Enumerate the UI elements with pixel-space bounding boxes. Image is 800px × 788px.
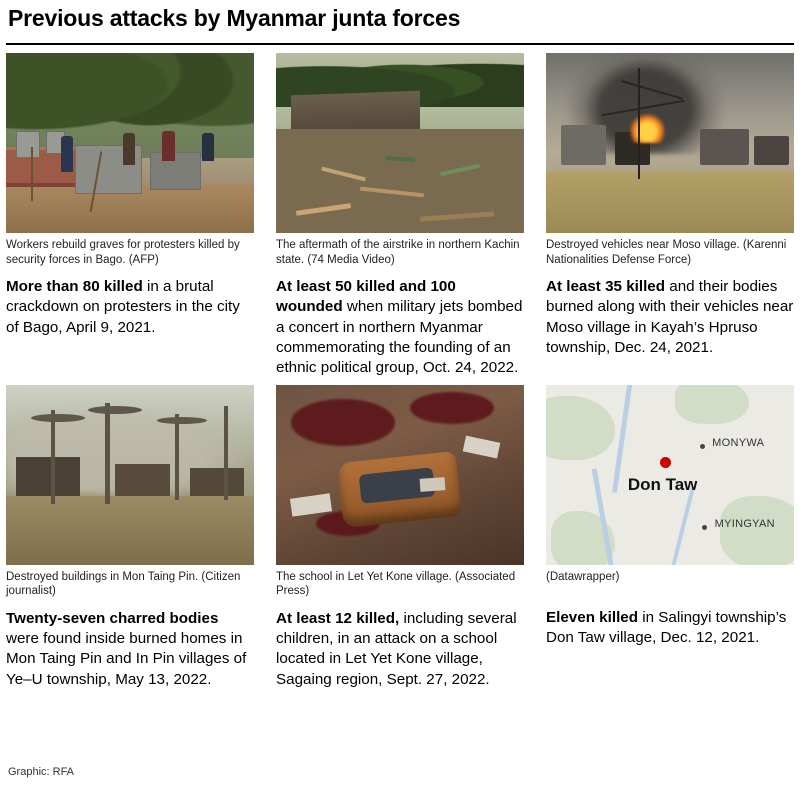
card-bago [6, 53, 254, 379]
photo-mon-taing-pin [6, 385, 254, 565]
card-row-1 [6, 53, 794, 379]
card-don-taw [546, 385, 794, 690]
map-dot-monywa [700, 444, 705, 449]
card-rest: in Salingyi township’s Don Taw village, Dec. 12, 2021. [546, 608, 787, 647]
page-title: Previous attacks by Myanmar junta forces [8, 5, 461, 31]
photo-credit: The school in Let Yet Kone village. (Associated Press) [276, 570, 516, 598]
photo-credit: The aftermath of the airstrike in northern Kachin state. (74 Media Video) [276, 239, 520, 266]
title-bar [6, 0, 794, 39]
card-rest: in a brutal crackdown on protesters in the city of Bago, April 9, 2021. [6, 278, 240, 336]
card-moso [546, 53, 794, 379]
map-label-myingyan: MYINGYAN [714, 518, 775, 531]
card-lead: More than 80 killed [6, 278, 143, 296]
photo-credit: Workers rebuild graves for protesters killed by security forces in Bago. (AFP) [6, 239, 240, 266]
title-divider [6, 43, 794, 45]
card-rest: when military jets bombed a concert in northern Myanmar commemorating the founding of an ethnic political group, Oct. 24, 2022. [276, 298, 523, 377]
photo-credit: (Datawrapper) [546, 570, 620, 583]
card-rest: and their bodies burned along with their vehicles near Moso village in Kayah’s Hpruso township, Dec. 24, 2021. [546, 278, 794, 357]
card-lead: At least 12 killed, [276, 609, 400, 627]
card-body [276, 609, 524, 690]
graphic-credit: Graphic: RFA [8, 766, 75, 778]
card-lead: At least 35 killed [546, 278, 666, 296]
card-body [276, 277, 524, 379]
photo-credit: Destroyed buildings in Mon Taing Pin. (Citizen journalist) [6, 570, 241, 598]
photo-bago-graves [6, 53, 254, 233]
card-body [546, 277, 794, 358]
photo-moso-vehicles [546, 53, 794, 233]
card-rest: including several children, in an attack on a school located in Let Yet Kone village, Sagaing region, Sept. 27, 2022. [276, 609, 517, 688]
photo-let-yet-kone-school [276, 385, 524, 565]
photo-credit: Destroyed vehicles near Moso village. (Karenni Nationalities Defense Force) [546, 239, 787, 266]
photo-kachin-airstrike [276, 53, 524, 233]
map-marker-don-taw [660, 457, 671, 468]
card-let-yet-kone [276, 385, 524, 690]
card-lead: Twenty-seven charred bodies [6, 609, 219, 627]
map-label-don-taw: Don Taw [627, 474, 698, 494]
card-lead: Eleven killed [546, 608, 639, 626]
card-mon-taing-pin [6, 385, 254, 690]
card-rest: were found inside burned homes in Mon Taing Pin and In Pin villages of Ye–U township, May 13, 2022. [6, 629, 247, 688]
card-body [546, 608, 794, 649]
map-don-taw [546, 385, 794, 565]
card-row-2 [6, 385, 794, 690]
card-body [6, 609, 254, 690]
card-kachin [276, 53, 524, 379]
card-body [6, 277, 254, 338]
card-lead: At least 50 killed and 100 wounded [276, 278, 456, 316]
map-label-monywa: MONYWA [712, 437, 765, 450]
